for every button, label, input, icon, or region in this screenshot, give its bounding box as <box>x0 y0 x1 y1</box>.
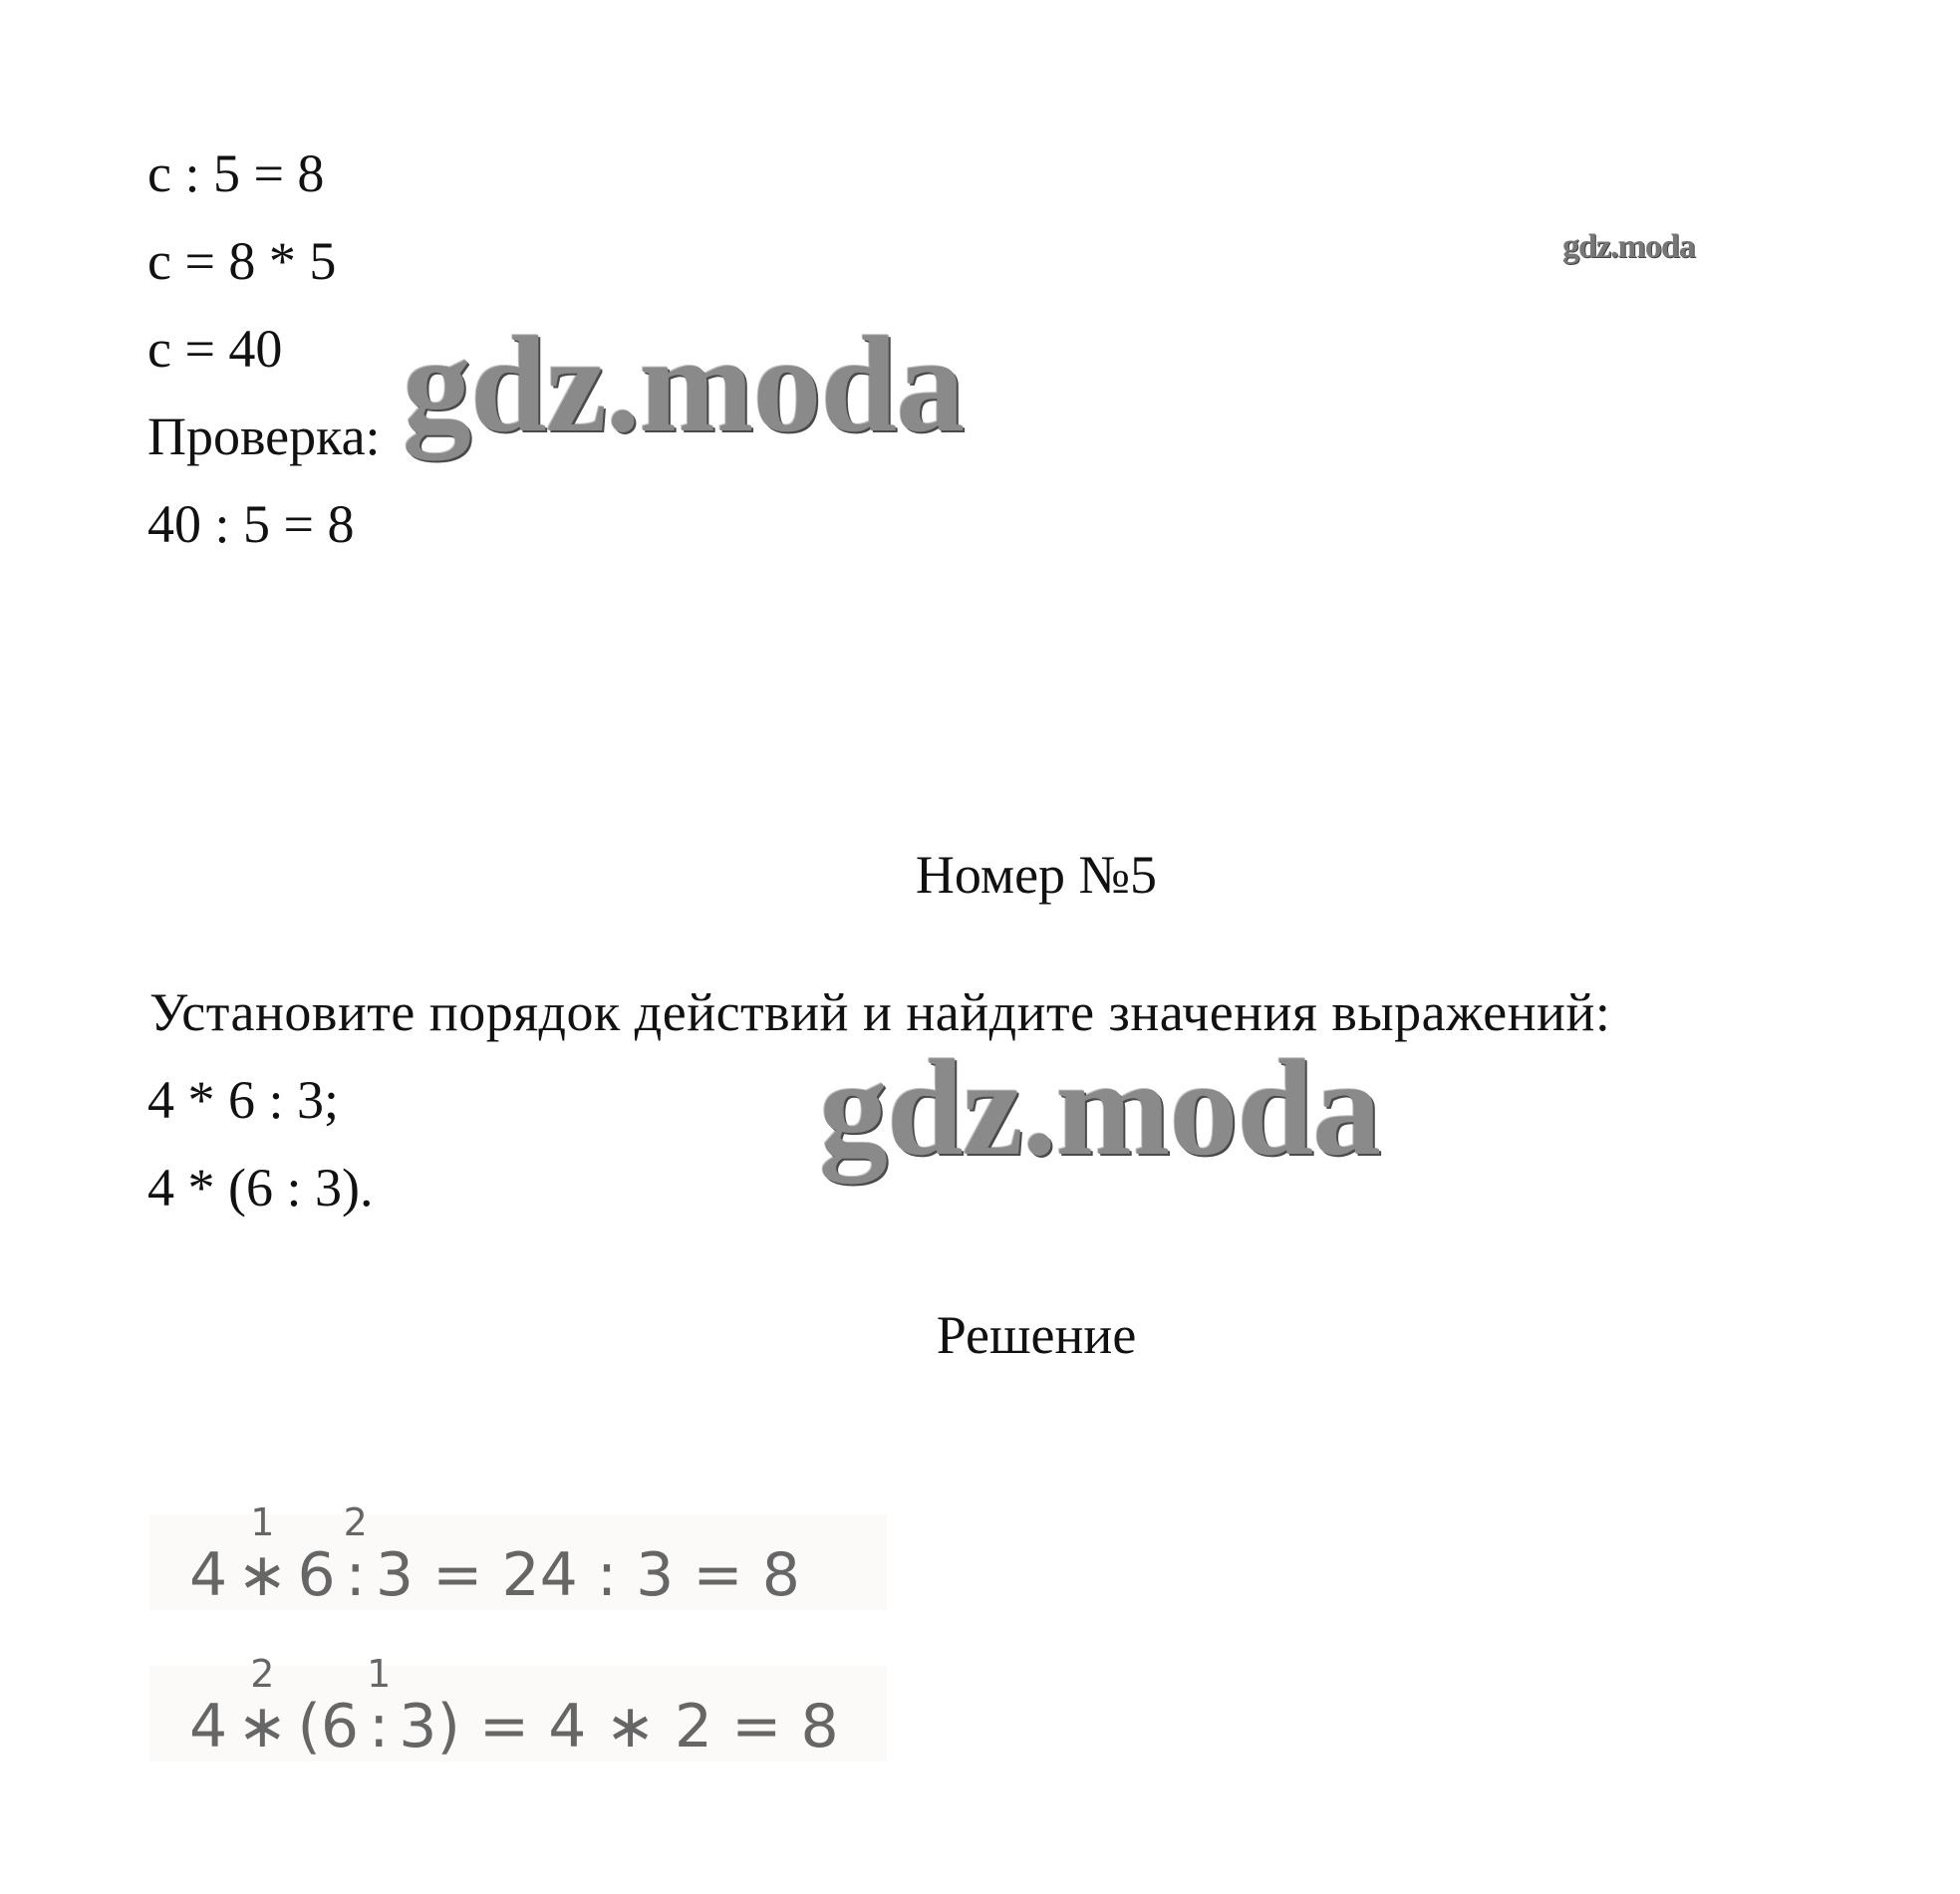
solution-heading: Решение <box>936 1305 1137 1365</box>
check-equation: 40 : 5 = 8 <box>147 494 355 554</box>
solution-expression-2 <box>189 1652 839 1761</box>
equation-line-2: c = 8 * 5 <box>147 231 337 291</box>
task-expression-1: 4 * 6 : 3; <box>147 1070 340 1130</box>
solution-row-1 <box>149 1500 887 1610</box>
order-number: 2 <box>250 1652 275 1696</box>
task-prompt: Установите порядок действий и найдите значения выражений: <box>149 982 1611 1042</box>
task-expression-2: 4 * (6 : 3). <box>147 1158 374 1218</box>
operator-divide: 2 : <box>343 1500 368 1610</box>
result-chain: 3) = 4 ∗ 2 = 8 <box>399 1692 839 1761</box>
equation-line-1: c : 5 = 8 <box>147 143 325 203</box>
operator-multiply: 2 ∗ <box>237 1652 288 1761</box>
result-chain: 3 = 24 : 3 = 8 <box>375 1540 800 1610</box>
check-label: Проверка: <box>147 406 381 466</box>
operand: 6 <box>297 1540 336 1610</box>
operand: 4 <box>189 1692 228 1761</box>
order-number: 2 <box>343 1500 368 1544</box>
operator-multiply: 1 ∗ <box>237 1500 288 1610</box>
equation-line-3: c = 40 <box>147 319 283 379</box>
order-number: 1 <box>367 1652 392 1696</box>
operand: 4 <box>189 1540 228 1610</box>
solution-row-2 <box>149 1652 887 1761</box>
operand: (6 <box>297 1692 360 1761</box>
watermark-large-2: gdz.moda <box>819 1031 1381 1184</box>
watermark-small: gdz.moda <box>1562 228 1695 265</box>
order-number: 1 <box>250 1500 275 1544</box>
task-title: Номер №5 <box>915 845 1158 905</box>
solution-expression-1 <box>189 1500 800 1610</box>
watermark-large-1: gdz.moda <box>403 308 965 460</box>
operator-divide: 1 : <box>367 1652 392 1761</box>
